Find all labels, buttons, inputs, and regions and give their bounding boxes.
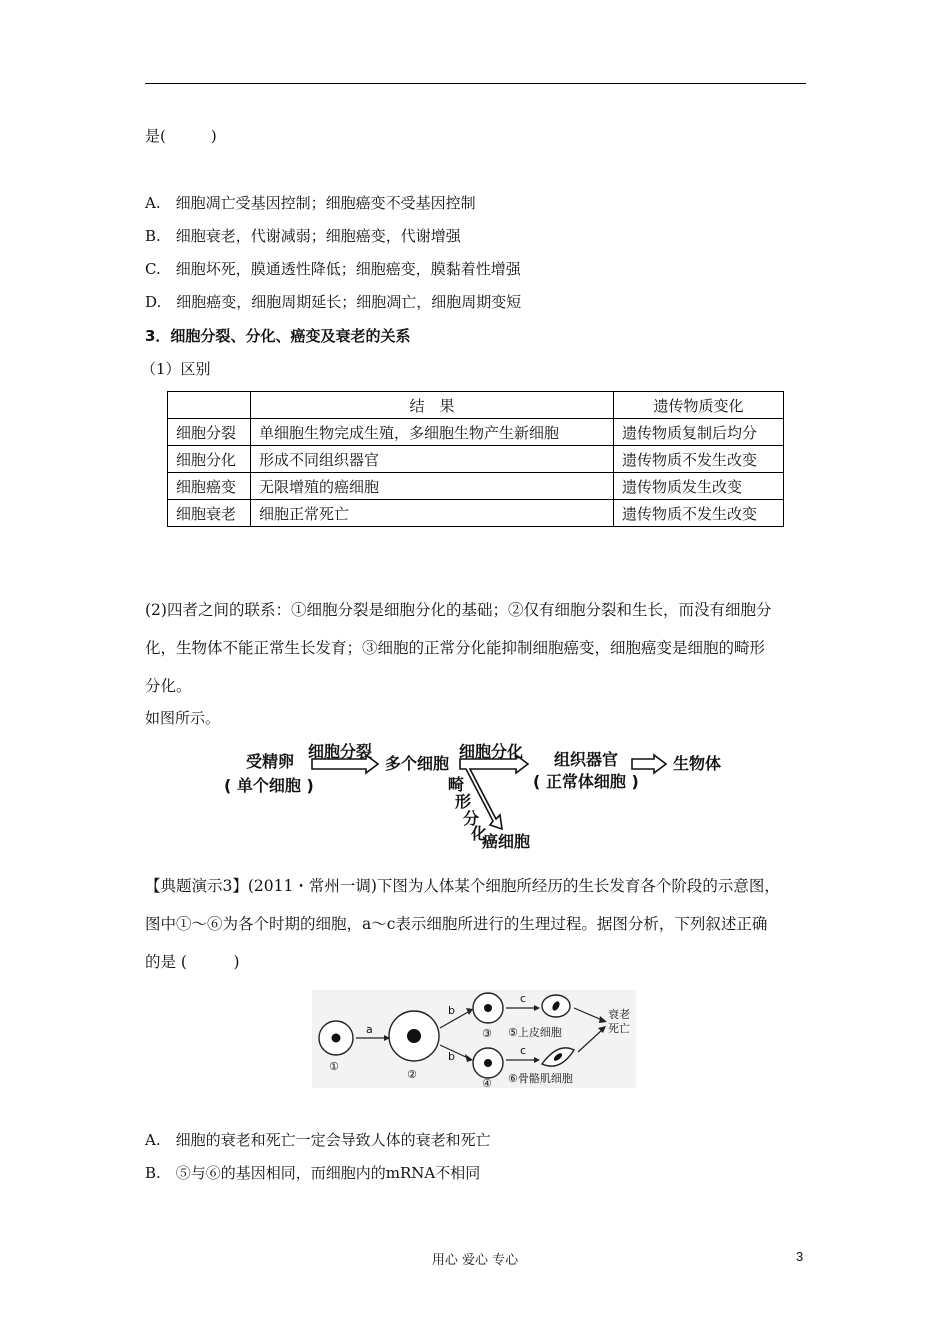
table-cell: 细胞分裂	[168, 419, 251, 446]
table-row	[168, 473, 784, 500]
cell-label: ②	[407, 1068, 417, 1081]
process-label: b	[448, 1050, 455, 1063]
as-shown-text: 如图所示。	[145, 709, 221, 727]
flow-cancer-cell: 癌细胞	[482, 832, 531, 851]
table-header-row	[168, 392, 784, 419]
flow-fertilized-egg: 受精卵	[246, 752, 295, 771]
page-footer: 用心 爱心 专心	[431, 1253, 519, 1268]
paragraph-line: 分化。	[145, 677, 192, 695]
table-cell: 单细胞生物完成生殖，多细胞生物产生新细胞	[251, 419, 614, 446]
table-cell: 遗传物质不发生改变	[614, 446, 784, 473]
paragraph-line: (2)四者之间的联系：①细胞分裂是细胞分化的基础；②仅有细胞分裂和生长，而没有细胞分	[145, 601, 772, 619]
cell-label: ①	[329, 1060, 339, 1073]
paragraph-line: 【典题演示3】(2011・常州一调)下图为人体某个细胞所经历的生长发育各个阶段的示意图，	[145, 877, 780, 895]
process-label: b	[448, 1004, 455, 1017]
flow-abnormal-char: 分	[463, 809, 480, 828]
table-cell: 遗传物质发生改变	[614, 473, 784, 500]
double-arrow-icon	[632, 755, 666, 773]
table-cell: 无限增殖的癌细胞	[251, 473, 614, 500]
process-label: c	[520, 1044, 527, 1057]
subheading-difference: （1）区别	[141, 360, 211, 378]
relationship-paragraph	[145, 591, 810, 705]
table-cell: 细胞癌变	[168, 473, 251, 500]
q1-option-d: D. 细胞癌变，细胞周期延长；细胞凋亡，细胞周期变短	[145, 293, 522, 311]
page-number: 3	[796, 1249, 804, 1264]
table-cell: 细胞正常死亡	[251, 500, 614, 527]
relationship-flow-diagram	[220, 737, 740, 855]
q1-option-c: C. 细胞坏死，膜通透性降低；细胞癌变，膜黏着性增强	[145, 260, 521, 278]
process-label: a	[366, 1023, 373, 1036]
flow-abnormal-char: 形	[455, 792, 472, 811]
table-cell: 细胞衰老	[168, 500, 251, 527]
process-label: c	[520, 992, 527, 1005]
paragraph-line: 的是 ( )	[145, 953, 240, 971]
q2-option-b: B. ⑤与⑥的基因相同，而细胞内的mRNA不相同	[145, 1164, 481, 1182]
flow-organism: 生物体	[673, 754, 722, 773]
table-cell: 形成不同组织器官	[251, 446, 614, 473]
q1-option-b: B. 细胞衰老，代谢减弱；细胞癌变，代谢增强	[145, 227, 461, 245]
flow-division-label: 细胞分裂	[308, 742, 373, 761]
paragraph-line: 化，生物体不能正常生长发育；③细胞的正常分化能抑制细胞癌变，细胞癌变是细胞的畸形	[145, 639, 766, 657]
header-rule	[145, 83, 806, 84]
table-row	[168, 446, 784, 473]
table-cell: 遗传物质复制后均分	[614, 419, 784, 446]
flow-single-cell: ( 单个细胞 )	[224, 776, 314, 795]
table-row	[168, 419, 784, 446]
question-fragment: 是( )	[145, 127, 217, 145]
table-cell: 遗传物质不发生改变	[614, 500, 784, 527]
table-header-cell: 遗传物质变化	[614, 392, 784, 419]
table-header-cell: 结 果	[251, 392, 614, 419]
table-header-cell	[168, 392, 251, 419]
outcome-label: 衰老	[608, 1008, 630, 1021]
example-paragraph	[145, 867, 810, 981]
section-heading: 3．细胞分裂、分化、癌变及衰老的关系	[145, 327, 411, 345]
flow-differentiation-label: 细胞分化	[459, 742, 524, 761]
cell-label: ⑤上皮细胞	[508, 1026, 562, 1039]
comparison-table	[167, 391, 784, 527]
table-row	[168, 500, 784, 527]
flow-abnormal-char: 化	[471, 824, 488, 843]
paragraph-line: 图中①～⑥为各个时期的细胞，a～c表示细胞所进行的生理过程。据图分析，下列叙述正确	[145, 915, 768, 933]
table-cell: 细胞分化	[168, 446, 251, 473]
cell-development-diagram	[312, 990, 636, 1088]
flow-many-cells: 多个细胞	[385, 754, 450, 773]
cell-label: ⑥骨骼肌细胞	[508, 1072, 573, 1085]
flow-abnormal-char: 畸	[448, 775, 465, 794]
cell-label: ④	[482, 1077, 492, 1088]
q2-option-a: A. 细胞的衰老和死亡一定会导致人体的衰老和死亡	[145, 1131, 491, 1149]
flow-tissue-organ: 组织器官	[554, 750, 619, 769]
q1-option-a: A. 细胞凋亡受基因控制；细胞癌变不受基因控制	[145, 194, 476, 212]
flow-normal-cells: ( 正常体细胞 )	[533, 772, 639, 791]
outcome-label: 死亡	[608, 1022, 630, 1035]
cell-label: ③	[482, 1027, 492, 1040]
